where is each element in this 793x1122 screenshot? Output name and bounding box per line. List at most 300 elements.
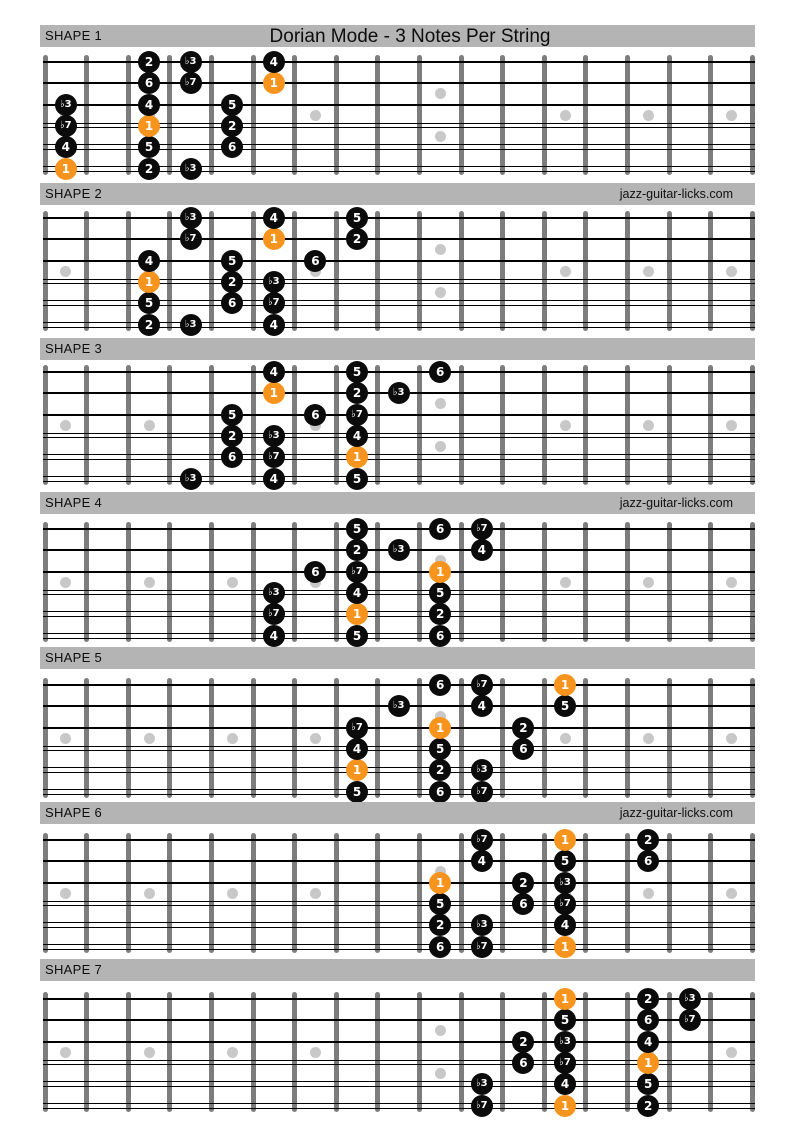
fret-bar [209,55,214,175]
note-dot: 4 [263,51,285,73]
string-line [43,571,755,573]
fret-bar [583,992,588,1112]
fret-bar [209,522,214,642]
fret-bar [375,522,380,642]
fret-bar [667,678,672,798]
note-dot: 5 [346,625,368,647]
fret-marker-dot [435,1068,446,1079]
note-dot: 5 [346,781,368,803]
fret-bar [500,678,505,798]
fret-bar [334,365,339,485]
note-dot: ♭3 [263,425,285,447]
fret-marker-dot [310,110,321,121]
root-note-dot: 1 [637,1052,659,1074]
note-dot: 6 [304,561,326,583]
string-line [43,238,755,240]
fret-marker-dot [643,888,654,899]
note-dot: 4 [554,914,576,936]
note-dot: 6 [512,738,534,760]
shape-header [40,647,755,669]
fret-bar [459,833,464,953]
fret-bar [375,211,380,331]
fret-bar [126,55,131,175]
note-dot: ♭7 [471,781,493,803]
root-note-dot: 1 [346,759,368,781]
fret-bar [667,833,672,953]
fret-bar [708,992,713,1112]
note-dot: ♭3 [55,94,77,116]
note-dot: 2 [346,539,368,561]
note-dot: 4 [55,136,77,158]
fret-marker-dot [60,266,71,277]
note-dot: 5 [429,893,451,915]
note-dot: 6 [304,250,326,272]
fret-marker-dot [435,287,446,298]
fret-bar [375,365,380,485]
fret-marker-dot [435,398,446,409]
fret-bar [375,833,380,953]
note-dot: 4 [554,1073,576,1095]
note-dot: ♭3 [388,382,410,404]
shape-header [40,25,755,47]
fretboard [40,519,758,647]
note-dot: 5 [138,292,160,314]
fret-bar [375,678,380,798]
fret-bar [167,55,172,175]
fret-marker-dot [643,577,654,588]
fret-bar [167,678,172,798]
note-dot: ♭3 [263,582,285,604]
note-dot: ♭7 [471,674,493,696]
string-line [43,789,755,795]
note-dot: ♭3 [471,914,493,936]
fret-bar [167,211,172,331]
note-dot: 4 [263,207,285,229]
fret-bar [84,365,89,485]
note-dot: 4 [471,695,493,717]
string-line [43,684,755,686]
string-line [43,901,755,906]
fret-bar [126,211,131,331]
fret-bar [43,992,48,1112]
fret-marker-dot [726,1047,737,1058]
string-line [43,528,755,530]
fret-bar [417,678,422,798]
fret-bar [625,365,630,485]
fret-marker-dot [435,441,446,452]
fret-bar [375,55,380,175]
fret-bar [251,992,256,1112]
string-line [43,767,755,773]
fret-bar [708,833,713,953]
fret-bar [667,211,672,331]
fret-bar [417,992,422,1112]
fret-bar [459,55,464,175]
fret-marker-dot [227,733,238,744]
fret-bar [459,365,464,485]
fret-bar [500,365,505,485]
fret-bar [209,833,214,953]
fret-bar [750,522,755,642]
note-dot: 2 [637,829,659,851]
watermark-text: jazz-guitar-licks.com [619,187,733,201]
fret-marker-dot [60,577,71,588]
fret-bar [251,211,256,331]
fret-bar [583,833,588,953]
fret-bar [417,833,422,953]
fret-bar [334,833,339,953]
note-dot: 2 [637,1095,659,1117]
fret-bar [750,833,755,953]
note-dot: 6 [429,674,451,696]
fret-bar [667,365,672,485]
note-dot: ♭7 [554,1052,576,1074]
root-note-dot: 1 [554,936,576,958]
fret-bar [750,55,755,175]
string-line [43,633,755,639]
fret-bar [750,992,755,1112]
note-dot: ♭7 [180,228,202,250]
fret-bar [43,365,48,485]
note-dot: 6 [221,446,243,468]
fret-bar [459,522,464,642]
watermark-text: jazz-guitar-licks.com [619,496,733,510]
fret-bar [625,55,630,175]
note-dot: 2 [221,115,243,137]
fret-bar [167,833,172,953]
root-note-dot: 1 [138,115,160,137]
fret-bar [126,992,131,1112]
fret-bar [84,833,89,953]
string-line [43,476,755,482]
fret-bar [334,992,339,1112]
fret-marker-dot [643,420,654,431]
fret-bar [251,55,256,175]
fret-bar [84,992,89,1112]
fret-marker-dot [60,733,71,744]
note-dot: 4 [346,738,368,760]
fret-bar [625,833,630,953]
note-dot: ♭3 [679,988,701,1010]
fret-bar [625,211,630,331]
note-dot: 2 [429,603,451,625]
fret-marker-dot [310,888,321,899]
string-line [43,611,755,617]
fret-bar [750,211,755,331]
root-note-dot: 1 [554,988,576,1010]
shape-header [40,802,755,824]
note-dot: ♭3 [471,759,493,781]
fret-bar [334,55,339,175]
note-dot: 2 [637,988,659,1010]
fret-bar [292,365,297,485]
string-line [43,944,755,950]
fret-bar [251,833,256,953]
note-dot: 4 [263,625,285,647]
fret-marker-dot [227,888,238,899]
shape-label: SHAPE 6 [45,805,103,820]
string-line [43,746,755,751]
page-title: Dorian Mode - 3 Notes Per String [269,26,551,47]
watermark-text: jazz-guitar-licks.com [619,806,733,820]
fret-marker-dot [60,1047,71,1058]
note-dot: 5 [346,361,368,383]
note-dot: 2 [221,425,243,447]
fret-bar [43,55,48,175]
root-note-dot: 1 [263,72,285,94]
fret-bar [459,211,464,331]
root-note-dot: 1 [429,561,451,583]
note-dot: ♭7 [55,115,77,137]
note-dot: 5 [554,695,576,717]
fret-bar [84,522,89,642]
fret-bar [292,211,297,331]
fret-bar [542,678,547,798]
string-line [43,590,755,595]
note-dot: 4 [637,1031,659,1053]
root-note-dot: 1 [429,872,451,894]
string-line [43,371,755,373]
note-dot: ♭3 [180,207,202,229]
note-dot: 6 [637,1009,659,1031]
fret-bar [334,211,339,331]
note-dot: 4 [263,314,285,336]
fret-bar [251,365,256,485]
note-dot: 5 [554,1009,576,1031]
fret-bar [750,365,755,485]
fret-marker-dot [643,110,654,121]
note-dot: ♭3 [388,695,410,717]
fret-bar [417,365,422,485]
note-dot: 2 [138,158,160,180]
fret-bar [126,522,131,642]
note-dot: 2 [512,1031,534,1053]
fret-bar [708,55,713,175]
fret-bar [583,678,588,798]
note-dot: 5 [346,468,368,490]
fret-marker-dot [726,577,737,588]
fret-bar [43,522,48,642]
note-dot: 2 [512,717,534,739]
shape-label: SHAPE 3 [45,341,103,356]
note-dot: 6 [221,292,243,314]
note-dot: 4 [138,94,160,116]
fret-marker-dot [310,1047,321,1058]
note-dot: ♭7 [554,893,576,915]
fret-bar [625,678,630,798]
fret-marker-dot [435,131,446,142]
note-dot: ♭7 [263,603,285,625]
fret-marker-dot [560,110,571,121]
fret-marker-dot [144,733,155,744]
fret-marker-dot [435,244,446,255]
fret-bar [251,678,256,798]
fret-bar [43,211,48,331]
note-dot: 6 [138,72,160,94]
root-note-dot: 1 [55,158,77,180]
fret-marker-dot [144,420,155,431]
fret-bar [251,522,256,642]
note-dot: 2 [346,228,368,250]
fretboard [40,675,758,803]
root-note-dot: 1 [554,674,576,696]
fret-bar [750,678,755,798]
note-dot: 4 [346,582,368,604]
fret-bar [167,365,172,485]
fret-marker-dot [227,577,238,588]
fret-marker-dot [560,266,571,277]
fret-bar [292,678,297,798]
fret-bar [126,678,131,798]
fret-bar [500,55,505,175]
fretboard [40,208,758,336]
fret-marker-dot [560,733,571,744]
note-dot: ♭7 [180,72,202,94]
fret-bar [417,211,422,331]
fret-bar [542,992,547,1112]
note-dot: ♭3 [554,872,576,894]
fret-bar [542,522,547,642]
fret-bar [583,55,588,175]
fret-marker-dot [726,110,737,121]
note-dot: 5 [346,518,368,540]
fret-bar [500,833,505,953]
note-dot: 4 [263,361,285,383]
note-dot: 6 [512,1052,534,1074]
root-note-dot: 1 [554,1095,576,1117]
note-dot: 4 [263,468,285,490]
note-dot: 5 [554,850,576,872]
fret-bar [542,833,547,953]
note-dot: ♭3 [554,1031,576,1053]
note-dot: ♭7 [346,561,368,583]
fret-marker-dot [60,420,71,431]
note-dot: ♭7 [471,1095,493,1117]
fret-marker-dot [60,888,71,899]
note-dot: ♭3 [180,468,202,490]
fret-bar [542,365,547,485]
fret-bar [708,678,713,798]
fret-bar [542,55,547,175]
note-dot: 6 [512,893,534,915]
fret-bar [84,211,89,331]
note-dot: 5 [221,94,243,116]
note-dot: ♭7 [471,518,493,540]
shape-label: SHAPE 4 [45,495,103,510]
fret-marker-dot [726,420,737,431]
note-dot: ♭7 [263,446,285,468]
fret-bar [500,522,505,642]
shape-header [40,338,755,360]
fret-bar [667,55,672,175]
fret-bar [583,365,588,485]
fret-marker-dot [144,1047,155,1058]
note-dot: ♭3 [180,314,202,336]
fret-bar [167,522,172,642]
string-line [43,454,755,460]
note-dot: ♭7 [471,829,493,851]
fret-marker-dot [560,420,571,431]
fret-bar [708,211,713,331]
note-dot: 6 [637,850,659,872]
root-note-dot: 1 [346,446,368,468]
fretboard [40,362,758,490]
note-dot: 2 [138,314,160,336]
note-dot: ♭7 [679,1009,701,1031]
note-dot: 6 [429,518,451,540]
fret-bar [167,992,172,1112]
note-dot: 4 [346,425,368,447]
note-dot: 5 [429,582,451,604]
fret-bar [209,678,214,798]
note-dot: 5 [637,1073,659,1095]
shape-header [40,183,755,205]
note-dot: 2 [429,914,451,936]
fret-bar [583,522,588,642]
note-dot: 6 [429,781,451,803]
note-dot: ♭3 [263,271,285,293]
note-dot: 5 [138,136,160,158]
fret-marker-dot [144,888,155,899]
string-line [43,433,755,438]
root-note-dot: 1 [263,228,285,250]
fretboard [40,989,758,1117]
shape-header [40,492,755,514]
note-dot: 6 [304,404,326,426]
note-dot: ♭7 [471,936,493,958]
root-note-dot: 1 [346,603,368,625]
fret-marker-dot [726,733,737,744]
shape-label: SHAPE 1 [45,28,103,43]
shape-label: SHAPE 2 [45,186,103,201]
fret-marker-dot [560,577,571,588]
fret-bar [708,522,713,642]
fret-bar [625,522,630,642]
note-dot: 6 [429,361,451,383]
shape-header [40,959,755,981]
note-dot: 5 [221,404,243,426]
note-dot: 5 [429,738,451,760]
fret-marker-dot [227,1047,238,1058]
fret-marker-dot [310,733,321,744]
fret-bar [334,522,339,642]
note-dot: 5 [221,250,243,272]
string-line [43,882,755,884]
root-note-dot: 1 [554,829,576,851]
fret-bar [583,211,588,331]
root-note-dot: 1 [429,717,451,739]
fret-bar [500,211,505,331]
fret-bar [292,522,297,642]
note-dot: ♭3 [388,539,410,561]
fret-bar [625,992,630,1112]
fret-bar [500,992,505,1112]
note-dot: 2 [512,872,534,894]
fret-bar [708,365,713,485]
note-dot: 2 [346,382,368,404]
note-dot: 6 [221,136,243,158]
string-line [43,922,755,928]
note-dot: ♭7 [263,292,285,314]
fret-bar [43,833,48,953]
fretboard [40,52,758,180]
string-line [43,727,755,729]
note-dot: ♭7 [346,717,368,739]
fret-bar [292,55,297,175]
note-dot: 2 [221,271,243,293]
fret-bar [209,365,214,485]
fret-marker-dot [435,88,446,99]
